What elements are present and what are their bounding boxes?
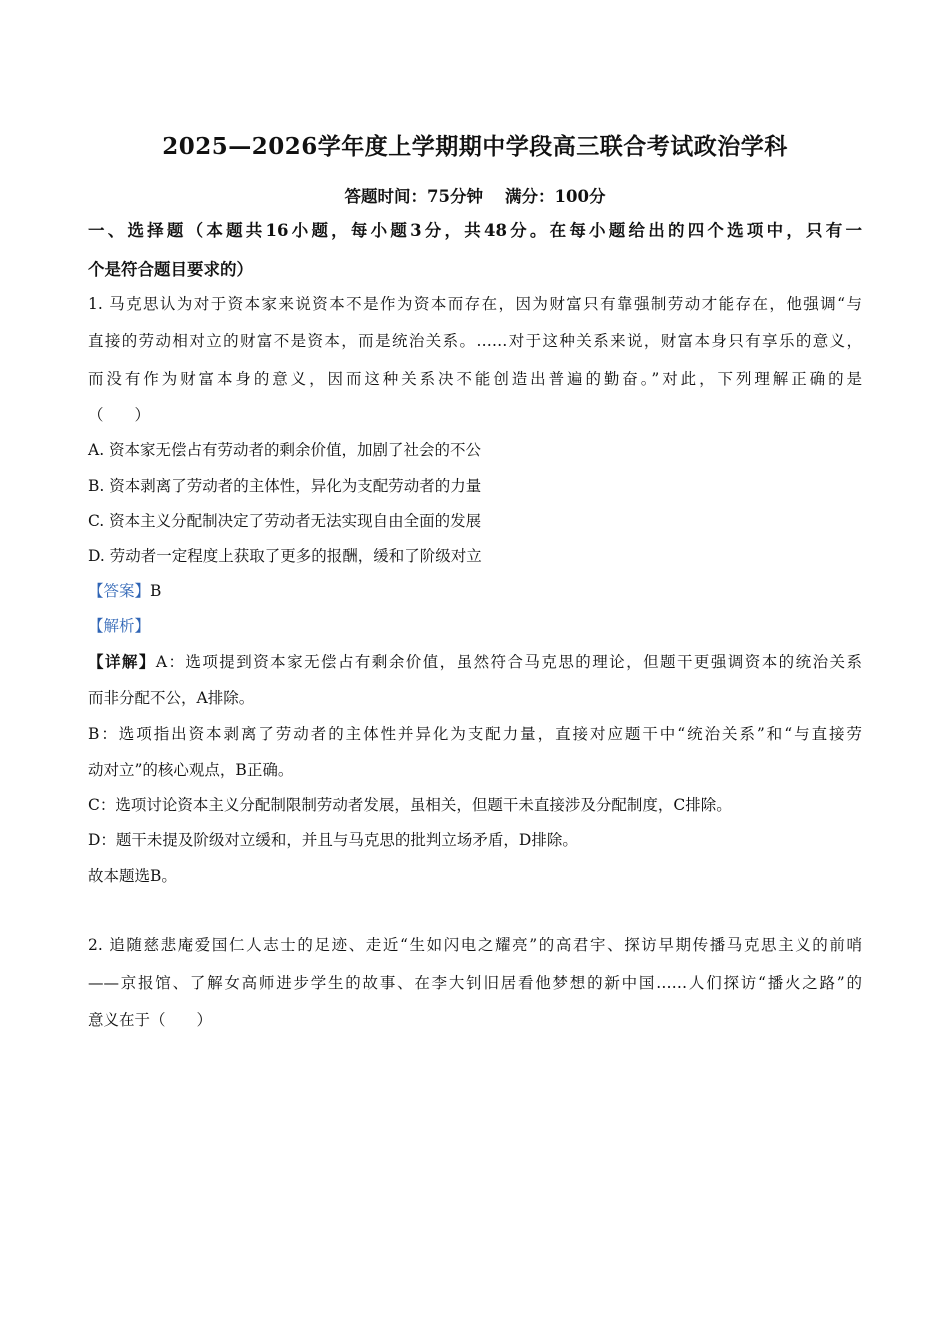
- q1-detail-line: 而非分配不公，A排除。: [88, 689, 255, 707]
- answer-value: B: [150, 582, 162, 600]
- q1-option-d: D. 劳动者一定程度上获取了更多的报酬，缓和了阶级对立: [88, 547, 482, 565]
- detail-tag: 【详解】: [88, 652, 156, 671]
- q1-detail-line: 故本题选B。: [88, 867, 177, 885]
- q1-detail-line: C：选项讨论资本主义分配制限制劳动者发展，虽相关，但题干未直接涉及分配制度，C排除。: [88, 796, 732, 814]
- q1-option-a: A. 资本家无偿占有劳动者的剩余价值，加剧了社会的不公: [88, 441, 482, 459]
- score-label: 满分：100分: [505, 187, 606, 206]
- q1-stem-line: 而没有作为财富本身的意义，因而这种关系决不能创造出普遍的勤奋。”对此，下列理解正确的是: [88, 370, 862, 388]
- q2-stem-line: 意义在于（ ）: [88, 1011, 213, 1029]
- q1-detail-line: D：题干未提及阶级对立缓和，并且与马克思的批判立场矛盾，D排除。: [88, 831, 578, 849]
- page-title: 2025—2026学年度上学期期中学段高三联合考试政治学科: [162, 133, 788, 160]
- q1-option-b: B. 资本剥离了劳动者的主体性，异化为支配劳动者的力量: [88, 477, 482, 495]
- q1-detail-line: 【详解】A：选项提到资本家无偿占有剩余价值，虽然符合马克思的理论，但题干更强调资本的统治关系: [88, 652, 862, 671]
- q2-stem-line: ——京报馆、了解女高师进步学生的故事、在李大钊旧居看他梦想的新中国……人们探访“播火之路”的: [88, 974, 862, 992]
- q1-answer: [88, 579, 161, 601]
- q1-stem-line: 直接的劳动相对立的财富不是资本，而是统治关系。……对于这种关系来说，财富本身只有享乐的意义，: [88, 332, 862, 350]
- q1-detail-line: 动对立”的核心观点，B正确。: [88, 761, 294, 779]
- answer-tag: 【答案】: [88, 582, 151, 600]
- section-heading-line1: 一、选择题（本题共16小题，每小题3分，共48分。在每小题给出的四个选项中，只有一: [88, 221, 862, 240]
- q2-stem-line: 2. 追随慈悲庵爱国仁人志士的足迹、走近“生如闪电之耀亮”的高君宇、探访早期传播马克思主义的前哨: [88, 936, 862, 954]
- analysis-tag: 【解析】: [88, 617, 151, 635]
- exam-info: [0, 183, 950, 207]
- q1-stem-line: （ ）: [88, 406, 151, 424]
- q1-detail-line: B：选项指出资本剥离了劳动者的主体性并异化为支配力量，直接对应题干中“统治关系”和“与直接劳: [88, 725, 862, 743]
- time-label: 答题时间：75分钟: [344, 187, 483, 206]
- q1-stem-line: 1. 马克思认为对于资本家来说资本不是作为资本而存在，因为财富只有靠强制劳动才能存在，他强调“与: [88, 295, 862, 313]
- section-heading-line2: 个是符合题目要求的）: [88, 260, 253, 279]
- q1-option-c: C. 资本主义分配制决定了劳动者无法实现自由全面的发展: [88, 512, 482, 530]
